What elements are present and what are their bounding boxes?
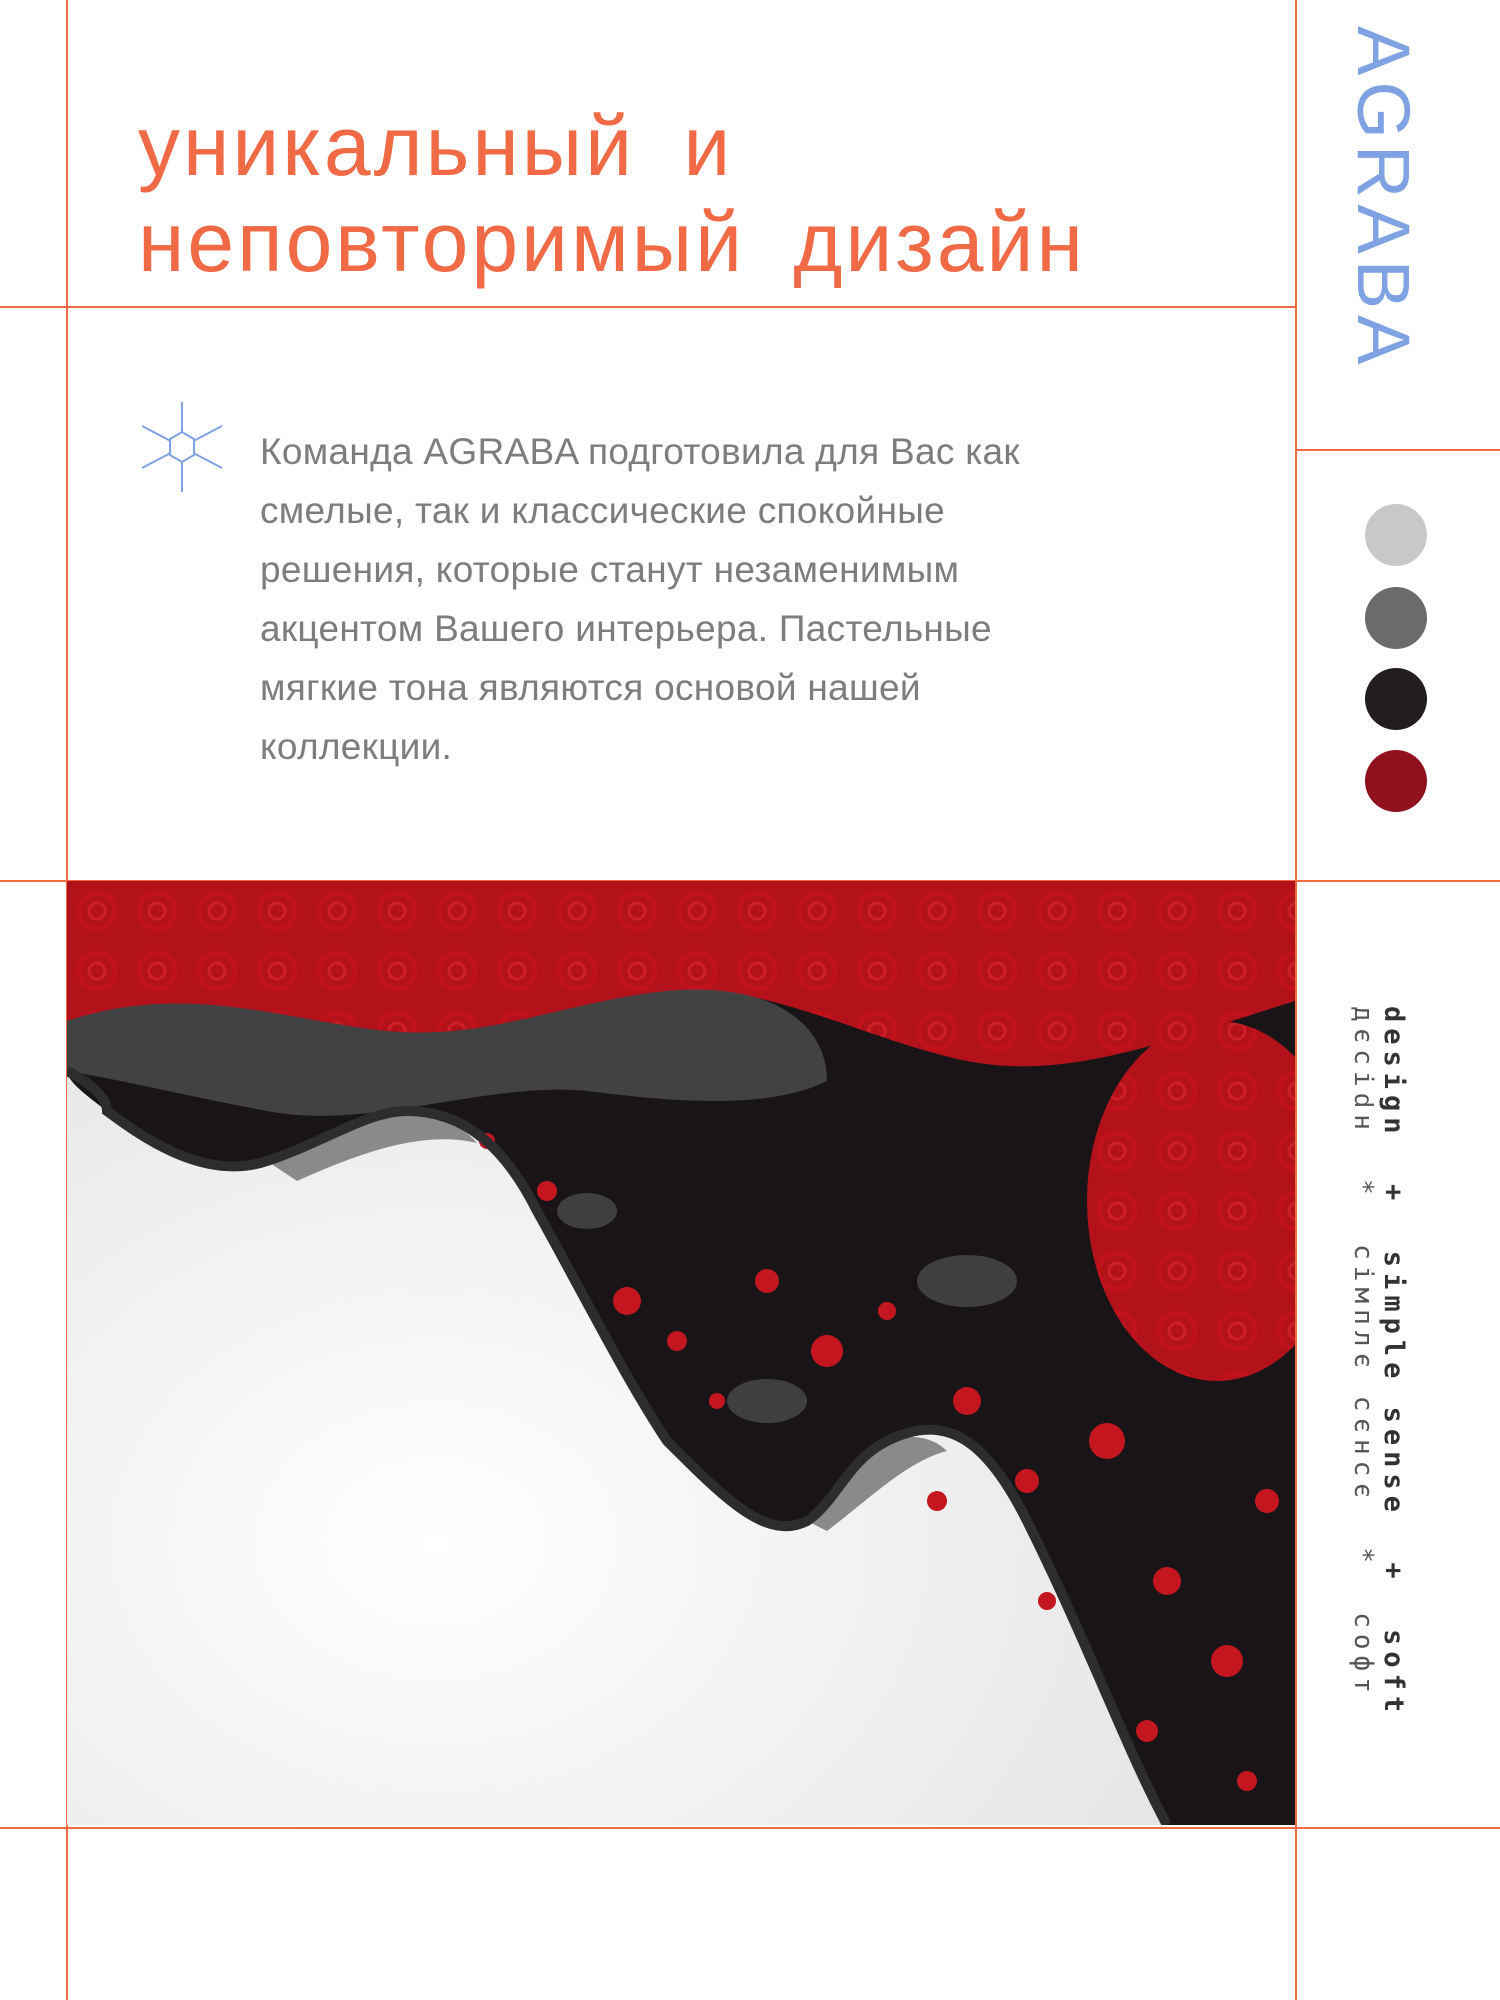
frame-line-h4 <box>0 1827 1500 1829</box>
color-swatch-grey[interactable] <box>1365 587 1427 649</box>
carpet-photo <box>67 881 1295 1825</box>
description-line: решения, которые станут незаменимым <box>260 549 960 590</box>
brand-logo <box>1312 20 1462 420</box>
tagline <box>1348 1006 1408 1766</box>
frame-line-right <box>1295 0 1297 2000</box>
brand-logo-text: AGRABA <box>1342 26 1425 371</box>
description-line: смелые, так и классические спокойные <box>260 490 946 531</box>
description-text <box>260 422 1160 776</box>
tagline-main: design + simple sense + soft <box>1378 1006 1409 1719</box>
description-line: Команда AGRABA подготовила для Вас как <box>260 431 1020 472</box>
color-swatch-light-grey[interactable] <box>1365 504 1427 566</box>
description-line: коллекции. <box>260 726 453 767</box>
color-swatch-black[interactable] <box>1365 668 1427 730</box>
page-title <box>138 98 1238 290</box>
title-line-2: неповторимый дизайн <box>138 195 1086 289</box>
color-swatch-red[interactable] <box>1365 750 1427 812</box>
frame-line-h1 <box>0 306 1297 308</box>
title-line-1: уникальный и <box>138 99 734 193</box>
frame-line-h2 <box>1295 449 1500 451</box>
sparkle-star-icon <box>142 402 222 492</box>
description-line: акцентом Вашего интерьера. Пастельные <box>260 608 992 649</box>
description-line: мягкие тона являются основой нашей <box>260 667 921 708</box>
tagline-sub: дєсіԁн * сімплє сєнсє * софт <box>1348 1006 1378 1699</box>
